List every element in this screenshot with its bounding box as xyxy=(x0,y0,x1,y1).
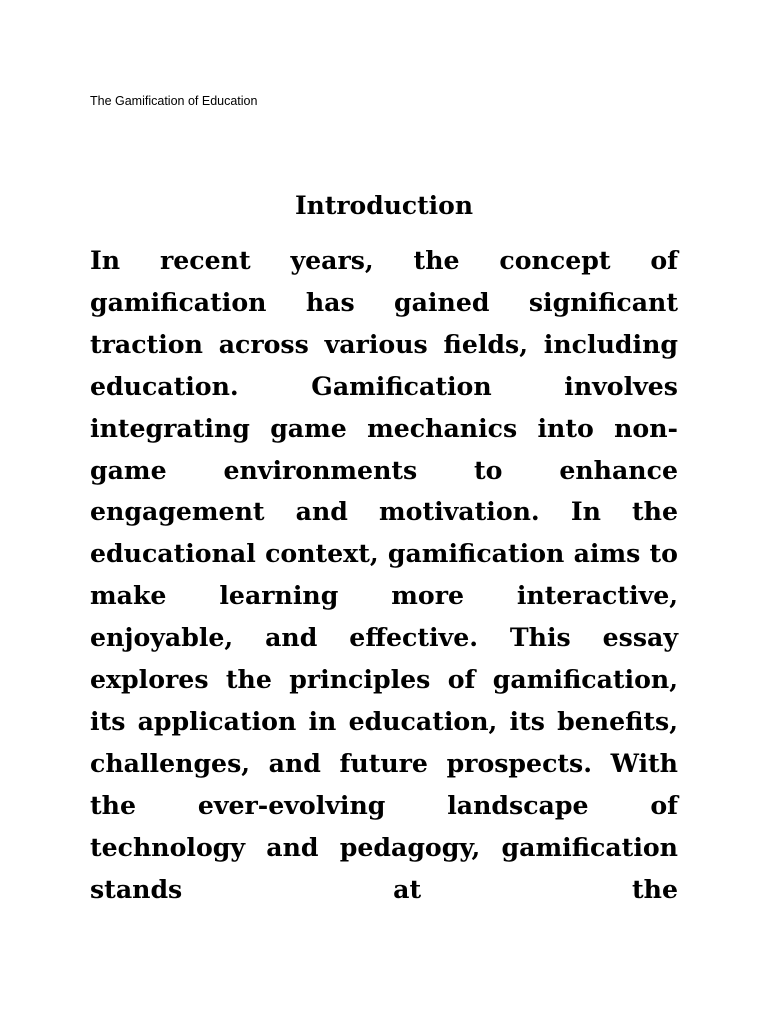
running-header: The Gamification of Education xyxy=(90,94,258,108)
section-heading: Introduction xyxy=(294,191,474,220)
body-paragraph: In recent years, the concept of gamification has gained significant traction across various fields, including education. Gamification involves integrating game mechanics into non-game environments to enhance engagement and motivation. In the educational context, gamification aims to make learning more interactive, enjoyable, and effective. This essay explores the principles of gamification, its application in education, its benefits, challenges, and future prospects. With the ever-evolving landscape of technology and pedagogy, gamification stands at the xyxy=(90,245,678,904)
